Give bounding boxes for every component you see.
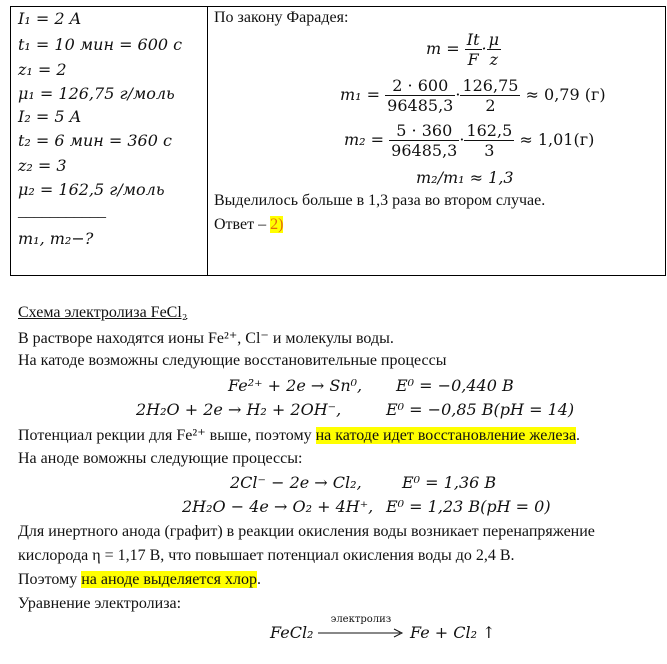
electrolysis-line-5: Для инертного анода (графит) в реакции окисления воды возникает перенапряжение <box>18 523 595 540</box>
given-line-4: μ₁ = 126,75 г/моль <box>18 84 175 103</box>
cathode-potential-1: E⁰ = −0,440 B <box>396 376 514 395</box>
electrolysis-line-1: В растворе находятся ионы Fe²⁺, Cl⁻ и молекулы воды. <box>18 330 394 347</box>
m2-result: ≈ 1,01(г) <box>519 130 595 149</box>
given-line-5: I₂ = 5 A <box>18 107 82 126</box>
faraday-formula: m = $\frac{It}{F}$ · $\frac{\mu}{z}$ <box>426 30 500 69</box>
m1-num-1: 2 · 600 <box>392 76 449 95</box>
solution-intro: По закону Фарадея: <box>214 9 349 26</box>
electrolysis-line-8: Уравнение электролиза: <box>18 595 182 612</box>
line7-text: Поэтому <box>18 571 82 588</box>
given-line-7: z₂ = 3 <box>18 156 67 175</box>
cathode-equation-1: Fe²⁺ + 2e → Sn⁰, <box>228 376 363 395</box>
anode-equation-1: 2Cl⁻ − 2e → Cl₂, <box>230 473 362 492</box>
electrolysis-line-6: кислорода η = 1,17 B, что повышает потенциал окисления воды до 2,4 В. <box>18 547 515 564</box>
m1-fraction-2 <box>460 76 520 115</box>
m2-den-1: 96485,3 <box>391 141 458 160</box>
line7-end: . <box>256 571 261 588</box>
conclusion: Выделилось больше в 1,3 раза во втором случае. <box>214 192 546 209</box>
given-line-3: z₁ = 2 <box>18 60 67 79</box>
given-line-8: μ₂ = 162,5 г/моль <box>18 180 165 199</box>
given-line-2: t₁ = 10 мин = 600 с <box>18 35 183 54</box>
anode-conclusion-highlight: на аноде выделяется хлор <box>81 571 257 588</box>
answer-value: 2) <box>270 216 284 233</box>
m2-num-1: 5 · 360 <box>396 121 453 140</box>
m1-fraction-1 <box>385 76 455 115</box>
arrow-label: электролиз <box>330 614 392 625</box>
final-rhs: Fe + Cl₂ ↑ <box>410 623 496 642</box>
m1-equation: m₁ = $\frac{2 \cdot 600}{96485,3}$ · $\frac{126,75}{2}$ ≈ 0,79 (г) <box>340 76 606 115</box>
m1-result: ≈ 0,79 (г) <box>525 85 606 104</box>
formula-num-1: It <box>466 30 480 49</box>
electrolysis-line-7 <box>18 571 261 589</box>
given-unknown: m₁, m₂−? <box>18 229 94 248</box>
m1-den-1: 96485,3 <box>387 96 454 115</box>
answer <box>214 216 283 234</box>
formula-fraction-2 <box>487 30 501 69</box>
given-line-6: t₂ = 6 мин = 360 с <box>18 131 172 150</box>
anode-equation-2: 2H₂O − 4e → O₂ + 4H⁺, <box>182 497 374 516</box>
m2-den-2: 3 <box>464 140 514 160</box>
cathode-equation-2: 2H₂O + 2e → H₂ + 2OH⁻, <box>136 400 342 419</box>
given-separator: ___________ <box>18 203 106 220</box>
m2-fraction-2 <box>464 121 514 160</box>
formula-lhs: m = <box>426 39 460 58</box>
formula-fraction-1 <box>465 30 482 69</box>
line3-end: . <box>576 427 581 444</box>
electrolysis-title: Схема электролиза FeCl₂ <box>18 304 188 321</box>
electrolysis-line-3 <box>18 425 580 445</box>
m1-num-2: 126,75 <box>462 76 519 95</box>
final-lhs: FeCl₂ <box>270 623 314 642</box>
anode-potential-2: E⁰ = 1,23 B(pH = 0) <box>386 497 551 516</box>
m1-den-2: 2 <box>460 95 520 115</box>
m2-equation: m₂ = $\frac{5 \cdot 360}{96485,3}$ · $\frac{162,5}{3}$ ≈ 1,01(г) <box>344 121 595 160</box>
ratio: m₂/m₁ ≈ 1,3 <box>416 168 514 187</box>
given-line-1: I₁ = 2 A <box>18 9 82 28</box>
anode-potential-1: E⁰ = 1,36 B <box>402 473 497 492</box>
m2-fraction-1 <box>389 121 459 160</box>
line3-text: Потенциал рекции для Fe²⁺ выше, поэтому <box>18 427 316 444</box>
m1-lhs: m₁ = <box>340 85 381 104</box>
cathode-conclusion-highlight: на катоде идет восстановление железа <box>315 427 577 444</box>
m2-num-2: 162,5 <box>466 121 513 140</box>
formula-den-1: F <box>465 49 482 69</box>
reaction-arrow-icon <box>318 628 404 638</box>
m2-lhs: m₂ = <box>344 130 385 149</box>
answer-label: Ответ – <box>214 216 271 233</box>
formula-num-2: μ <box>488 30 500 49</box>
electrolysis-line-4: На аноде воможны следующие процессы: <box>18 450 303 467</box>
formula-den-2: z <box>487 49 501 69</box>
electrolysis-line-2: На катоде возможны следующие восстановительные процессы <box>18 352 447 369</box>
cathode-potential-2: E⁰ = −0,85 B(pH = 14) <box>386 400 575 419</box>
